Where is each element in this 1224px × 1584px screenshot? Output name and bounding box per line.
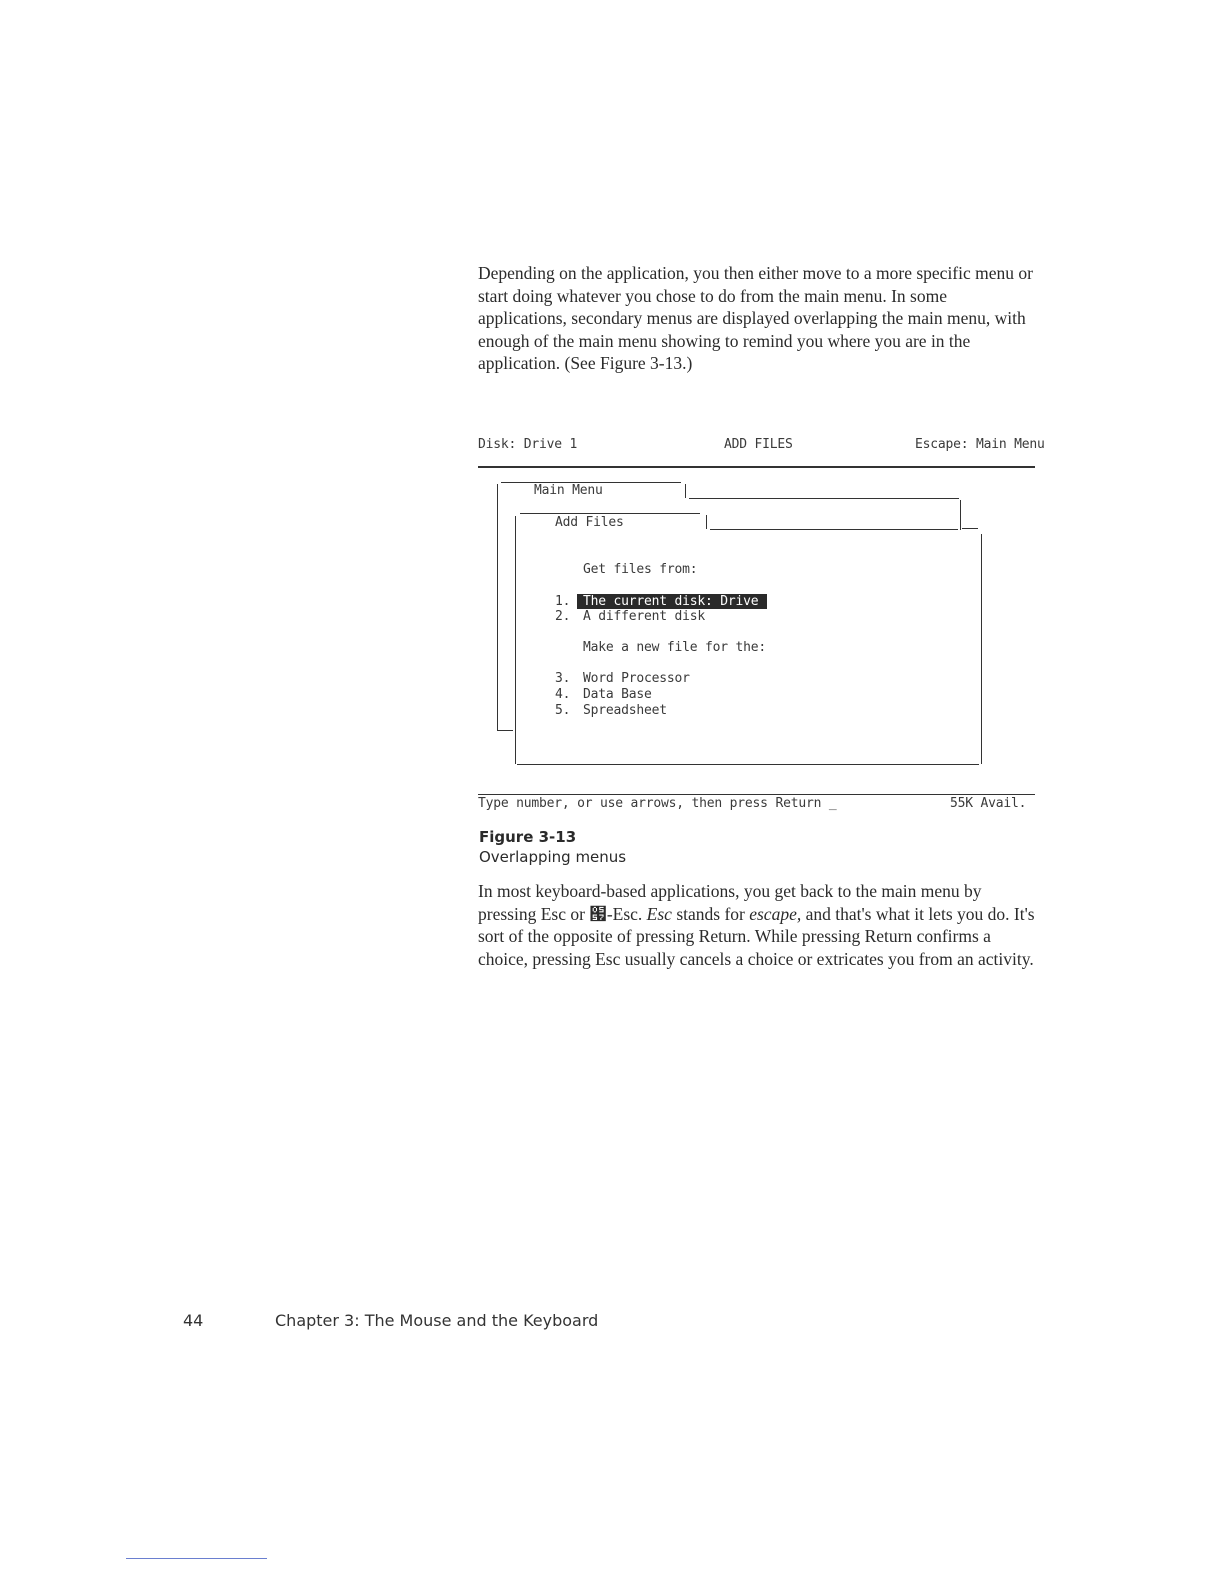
add-files-top-rule (710, 529, 958, 530)
screen-header-escape: Escape: Main Menu (915, 437, 1045, 452)
new-file-label: Make a new file for the: (583, 640, 767, 655)
option-number: 3. (555, 671, 571, 686)
option-number: 5. (555, 703, 571, 718)
screen-header-disk: Disk: Drive 1 (478, 437, 578, 452)
page-number: 44 (183, 1311, 204, 1330)
figure-title: Overlapping menus (479, 848, 627, 866)
option-number: 2. (555, 609, 571, 624)
option-number: 1. (555, 594, 571, 609)
main-menu-title: Main Menu (534, 483, 603, 498)
paragraph-intro: Depending on the application, you then either move to a more specific menu or start doing whatever you chose to do from the main menu. In some applications, secondary menus are displayed overlapping the main menu, with enough of the main menu showing to remind you where you are in the application. (See Figure 3-13.) (478, 263, 1033, 374)
paragraph-text: and that's what it lets you do. It's sort of the opposite of pressing Return. While pressing Return confirms a choice, pressing Esc usually cancels a choice or extricates you from an activity. (478, 903, 1035, 969)
menu-option-spreadsheet[interactable]: Spreadsheet (583, 703, 667, 718)
screen-header-title: ADD FILES (724, 437, 793, 452)
emphasis-esc: Esc (646, 903, 672, 924)
main-menu-top-rule (689, 498, 959, 499)
screen-prompt: Type number, or use arrows, then press Return _ (478, 796, 837, 811)
scan-edge-line (126, 1558, 267, 1559)
paragraph-text: stands for (671, 903, 750, 924)
add-files-tab-side (706, 515, 707, 529)
screen-memory-status: 55K Avail. (950, 796, 1027, 811)
menu-option-current-disk[interactable]: The current disk: Drive 1 (583, 594, 774, 609)
main-menu-left-border (497, 484, 498, 730)
option-number: 4. (555, 687, 571, 702)
figure-number: Figure 3-13 (479, 828, 577, 846)
apple-key-icon: ՗ (589, 903, 607, 924)
add-files-tab-top (520, 513, 700, 514)
paragraph-text: In most keyboard-based applications, you get back to the main menu by pressing Esc or (478, 881, 982, 924)
main-menu-bottom-stub (497, 730, 513, 731)
screen-header-rule (478, 466, 1035, 468)
menu-option-different-disk[interactable]: A different disk (583, 609, 706, 624)
get-files-label: Get files from: (583, 562, 698, 577)
main-menu-tab-side (685, 484, 686, 498)
add-files-right-border (981, 534, 982, 764)
chapter-title: Chapter 3: The Mouse and the Keyboard (275, 1311, 599, 1330)
main-menu-right-border (960, 500, 961, 530)
paragraph-escape (478, 880, 1038, 970)
add-files-left-border (515, 516, 516, 764)
main-menu-right-stub (962, 528, 978, 529)
screen-footer-rule (478, 794, 1035, 795)
add-files-bottom-rule (517, 764, 979, 765)
emphasis-escape: escape, (749, 903, 802, 924)
paragraph-text: -Esc. (606, 903, 647, 924)
menu-option-data-base[interactable]: Data Base (583, 687, 652, 702)
add-files-title: Add Files (555, 515, 624, 530)
menu-option-word-processor[interactable]: Word Processor (583, 671, 690, 686)
